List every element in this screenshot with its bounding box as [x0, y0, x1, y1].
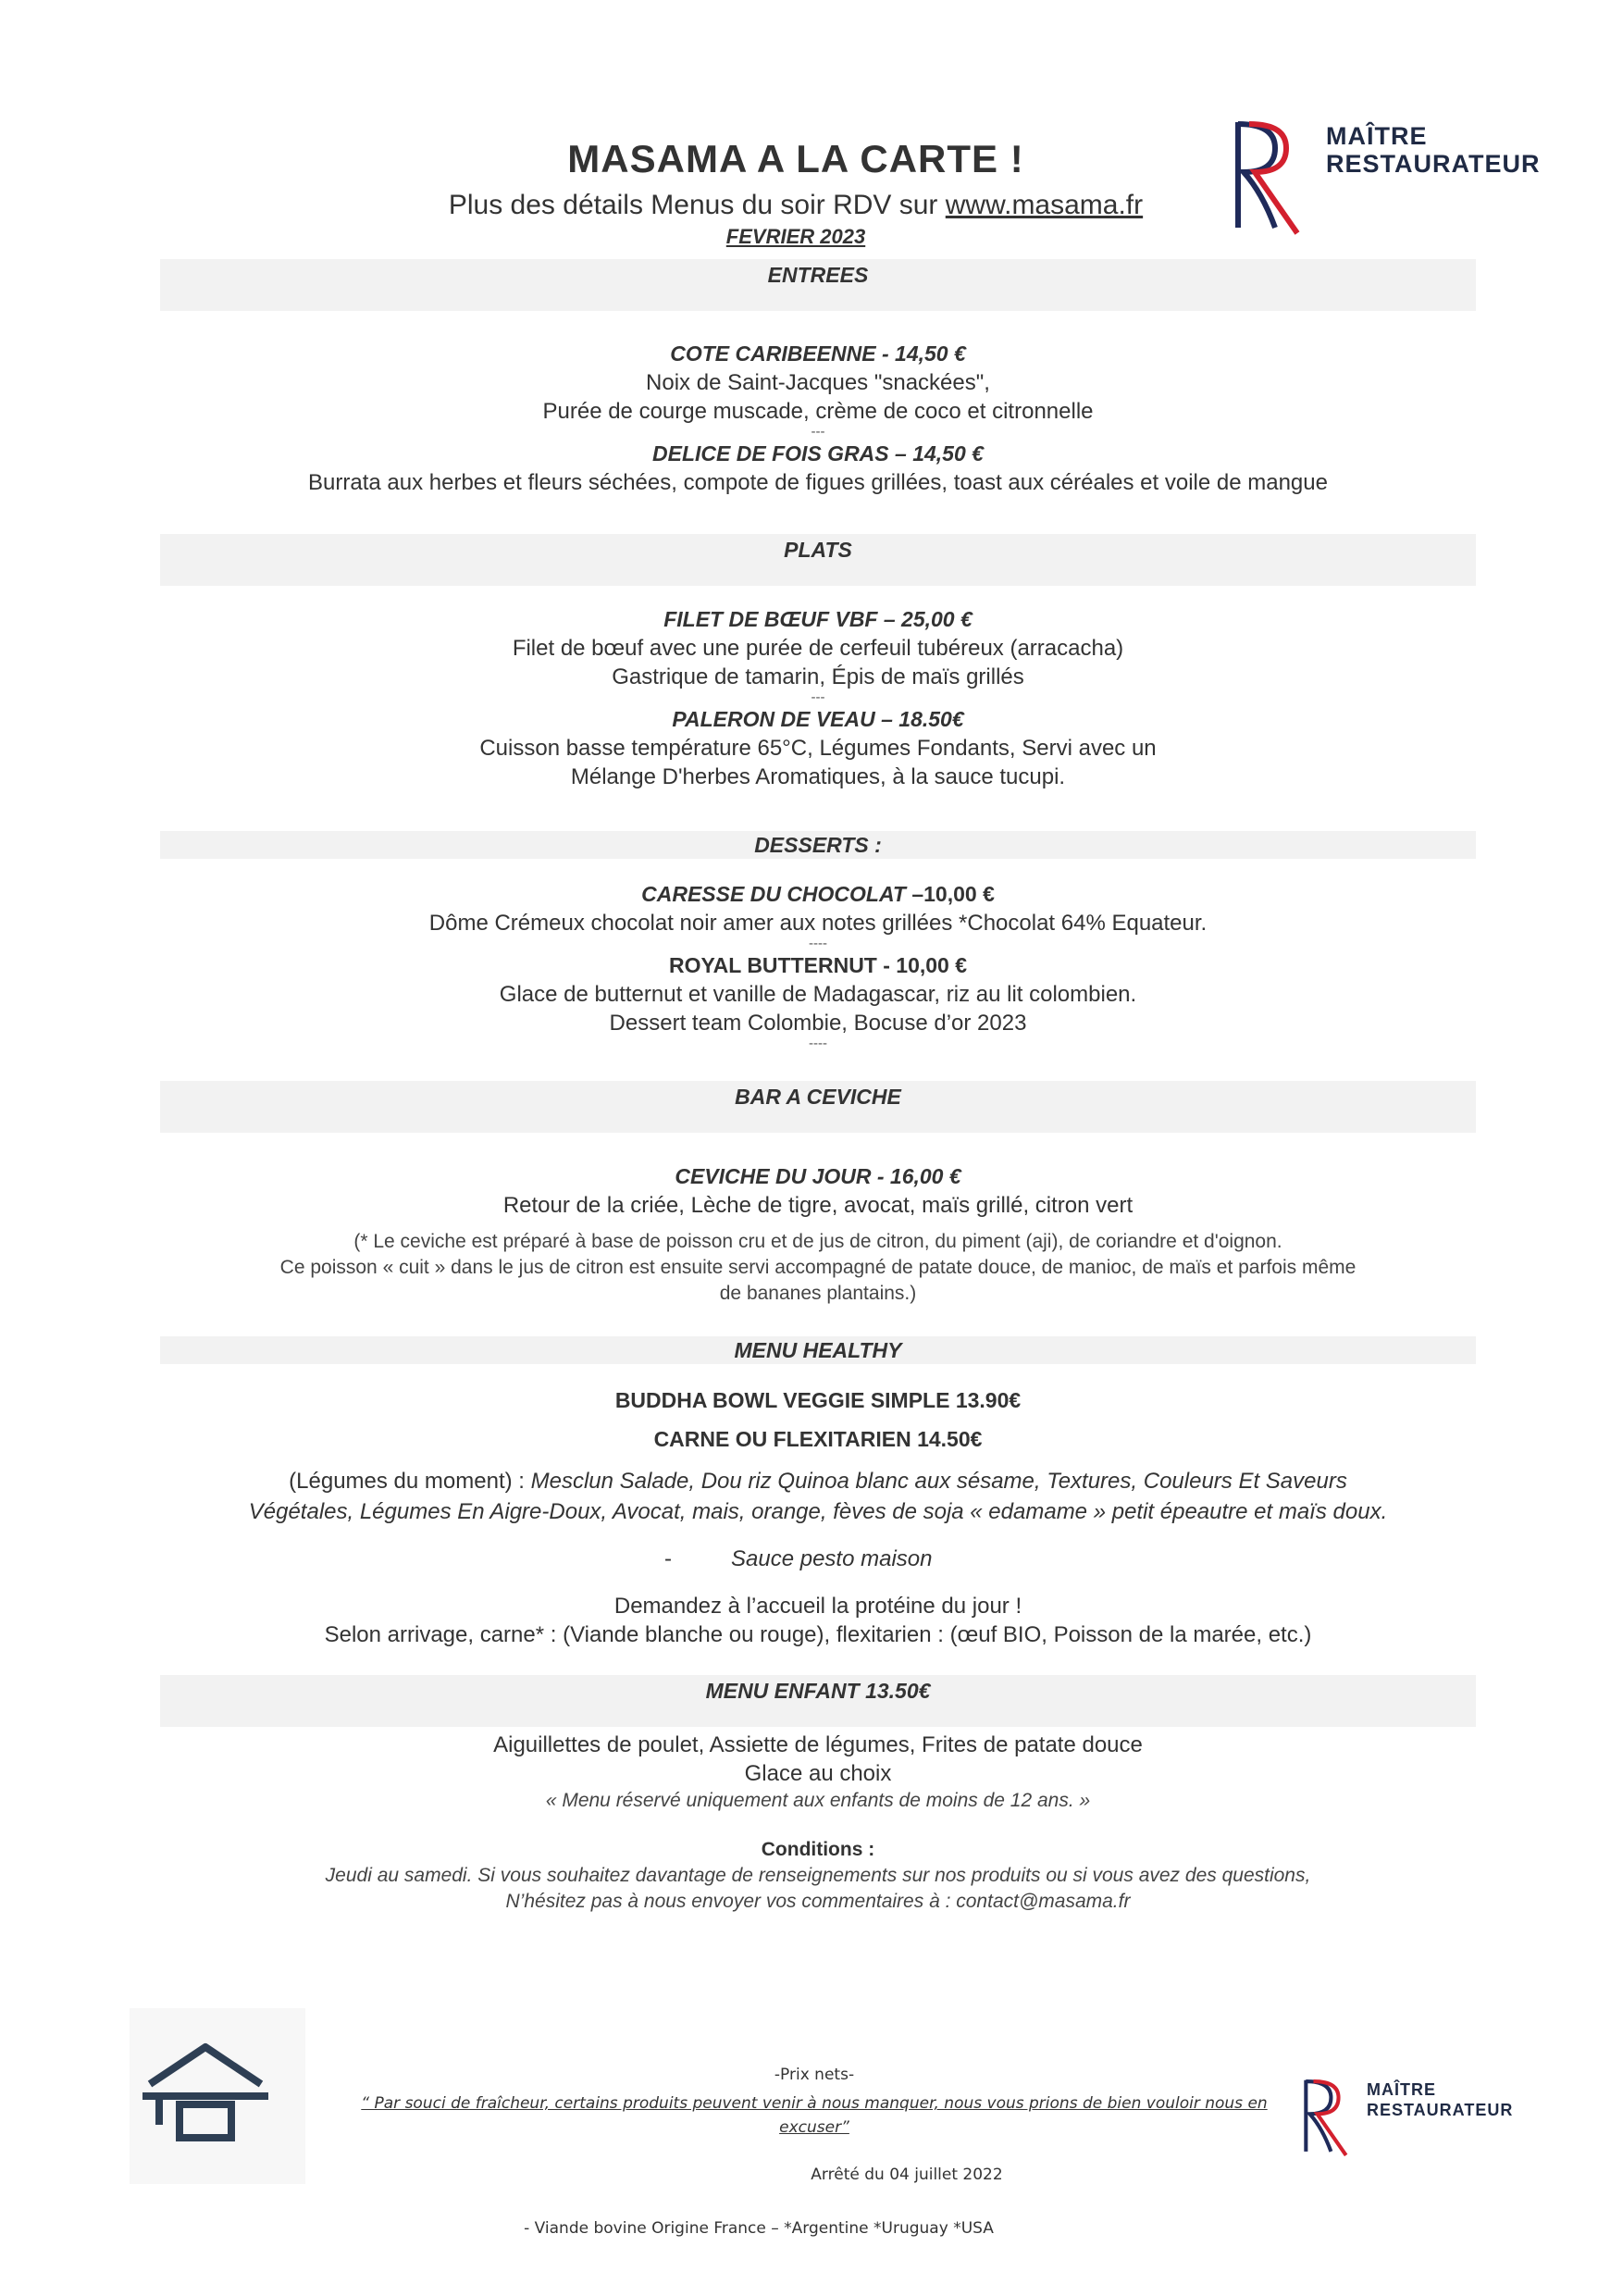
enfant-note: « Menu réservé uniquement aux enfants de moins de 12 ans. » [545, 1790, 1091, 1811]
dish-description: Dôme Crémeux chocolat noir amer aux notes grillées *Chocolat 64% Equateur. [428, 911, 1208, 936]
healthy-description-prefix: (Légumes du moment) : [289, 1469, 531, 1494]
dish-title: DELICE DE FOIS GRAS – 14,50 € [652, 441, 984, 465]
dish-description: Filet de bœuf avec une purée de cerfeuil tubéreux (arracacha) [512, 636, 1124, 661]
healthy-section [160, 1385, 1476, 1649]
menu-month: FEVRIER 2023 [725, 225, 866, 248]
dish-description: Retour de la criée, Lèche de tigre, avocat, maïs grillé, citron vert [502, 1193, 1134, 1218]
protein-info: Demandez à l’accueil la protéine du jour ! [613, 1594, 1022, 1619]
logo-line2: RESTAURATEUR [1367, 2101, 1514, 2119]
section-title-enfant: MENU ENFANT 13.50€ [705, 1679, 931, 1703]
logo-line2: RESTAURATEUR [1326, 150, 1541, 178]
conditions-section [160, 1837, 1476, 1915]
separator: --- [811, 689, 825, 705]
entrees-section [160, 339, 1476, 497]
section-title-plats: PLATS [784, 538, 852, 562]
section-title-desserts: DESSERTS : [754, 833, 882, 857]
viande-origine: - Viande bovine Origine France – *Argentine *Uruguay *USA [524, 2219, 994, 2238]
footer-quote-line: “ Par souci de fraîcheur, certains produits peuvent venir à nous manquer, nous vous prions de bien vouloir nous en [361, 2094, 1268, 2113]
dish-title: PALERON DE VEAU – 18.50€ [672, 707, 964, 731]
dish-title: COTE CARIBEENNE - 14,50 € [670, 341, 966, 366]
enfant-description: Glace au choix [744, 1761, 892, 1786]
section-band-desserts [160, 831, 1476, 859]
dish-description: Dessert team Colombie, Bocuse d’or 2023 [609, 1011, 1027, 1036]
enfant-section [160, 1731, 1476, 1814]
footer-quote-line: excuser” [779, 2118, 849, 2137]
section-band-healthy [160, 1336, 1476, 1364]
dish-name: CARESSE DU CHOCOLAT [641, 882, 906, 906]
healthy-item: BUDDHA BOWL VEGGIE SIMPLE 13.90€ [614, 1388, 1022, 1412]
conditions-text: N’hésitez pas à nous envoyer vos commentaires à : contact@masama.fr [505, 1891, 1131, 1912]
conditions-text: Jeudi au samedi. Si vous souhaitez davantage de renseignements sur nos produits ou si vous avez des questions, [325, 1865, 1311, 1886]
sauce-text: Sauce pesto maison [731, 1546, 933, 1571]
page-subtitle [352, 190, 1240, 221]
dish-description: Gastrique de tamarin, Épis de maïs grillés [612, 664, 1024, 689]
healthy-description: Végétales, Légumes En Aigre-Doux, Avocat, mais, orange, fèves de soja « edamame » petit épeautre et maïs doux. [248, 1499, 1388, 1524]
maitre-restaurateur-logo-footer [1300, 2078, 1514, 2170]
house-icon [130, 2008, 305, 2184]
section-title-healthy: MENU HEALTHY [734, 1338, 902, 1362]
arrete-date: Arrêté du 04 juillet 2022 [811, 2166, 1003, 2184]
protein-info: Selon arrivage, carne* : (Viande blanche ou rouge), flexitarien : (œuf BIO, Poisson de la marée, etc.) [324, 1622, 1312, 1647]
ceviche-note: Ce poisson « cuit » dans le jus de citron est ensuite servi accompagné de patate douce, de manioc, de maïs et parfois même [279, 1257, 1357, 1278]
section-band-ceviche [160, 1081, 1476, 1133]
section-band-enfant [160, 1675, 1476, 1727]
page-title: MASAMA A LA CARTE ! [567, 137, 1024, 180]
bullet-dash: - [664, 1546, 672, 1571]
plats-section [160, 604, 1476, 791]
maitre-restaurateur-logo [1231, 118, 1541, 257]
logo-line1: MAÎTRE [1326, 122, 1428, 150]
separator: ---- [809, 1036, 827, 1051]
dish-description: Purée de courge muscade, crème de coco et citronnelle [542, 399, 1094, 424]
ceviche-note: (* Le ceviche est préparé à base de poisson cru et de jus de citron, du piment (aji), de coriandre et d'oignon. [353, 1231, 1282, 1252]
dish-title: CEVICHE DU JOUR - 16,00 € [675, 1164, 961, 1188]
section-band-entrees [160, 259, 1476, 311]
sauce-line [160, 1545, 1476, 1573]
maitre-restaurateur-r-icon [1300, 2078, 1352, 2159]
dish-description: Cuisson basse température 65°C, Légumes Fondants, Servi avec un [479, 736, 1157, 761]
dish-description: Noix de Saint-Jacques "snackées", [646, 370, 990, 395]
desserts-section [160, 879, 1476, 1050]
website-link[interactable]: www.masama.fr [945, 190, 1144, 220]
ceviche-section [160, 1161, 1476, 1307]
dish-title [160, 879, 1476, 909]
section-title-ceviche: BAR A CEVICHE [735, 1085, 901, 1109]
conditions-title: Conditions : [761, 1839, 875, 1860]
dish-price: –10,00 € [905, 882, 995, 906]
prix-nets: -Prix nets- [774, 2066, 855, 2084]
logo-line1: MAÎTRE [1367, 2080, 1436, 2099]
house-logo [130, 2008, 305, 2184]
dish-description: Mélange D'herbes Aromatiques, à la sauce tucupi. [570, 764, 1066, 789]
dish-title: FILET DE BŒUF VBF – 25,00 € [663, 607, 973, 631]
subtitle-text: Plus des détails Menus du soir RDV sur [448, 190, 946, 220]
footer-quote [315, 2091, 1314, 2140]
separator: --- [811, 424, 825, 440]
maitre-restaurateur-r-icon [1231, 118, 1305, 239]
dish-description: Burrata aux herbes et fleurs séchées, compote de figues grillées, toast aux céréales et voile de mangue [308, 470, 1328, 495]
dish-description: Glace de butternut et vanille de Madagascar, riz au lit colombien. [499, 982, 1137, 1007]
section-title-entrees: ENTREES [767, 263, 869, 287]
section-band-plats [160, 534, 1476, 586]
dish-title: ROYAL BUTTERNUT - 10,00 € [668, 953, 968, 977]
healthy-item: CARNE OU FLEXITARIEN 14.50€ [653, 1427, 983, 1451]
ceviche-note: de bananes plantains.) [719, 1283, 917, 1304]
healthy-description [160, 1467, 1476, 1496]
separator: ---- [809, 936, 827, 951]
healthy-description-italic: Mesclun Salade, Dou riz Quinoa blanc aux sésame, Textures, Couleurs Et Saveurs [530, 1469, 1347, 1494]
enfant-description: Aiguillettes de poulet, Assiette de légumes, Frites de patate douce [493, 1732, 1143, 1757]
